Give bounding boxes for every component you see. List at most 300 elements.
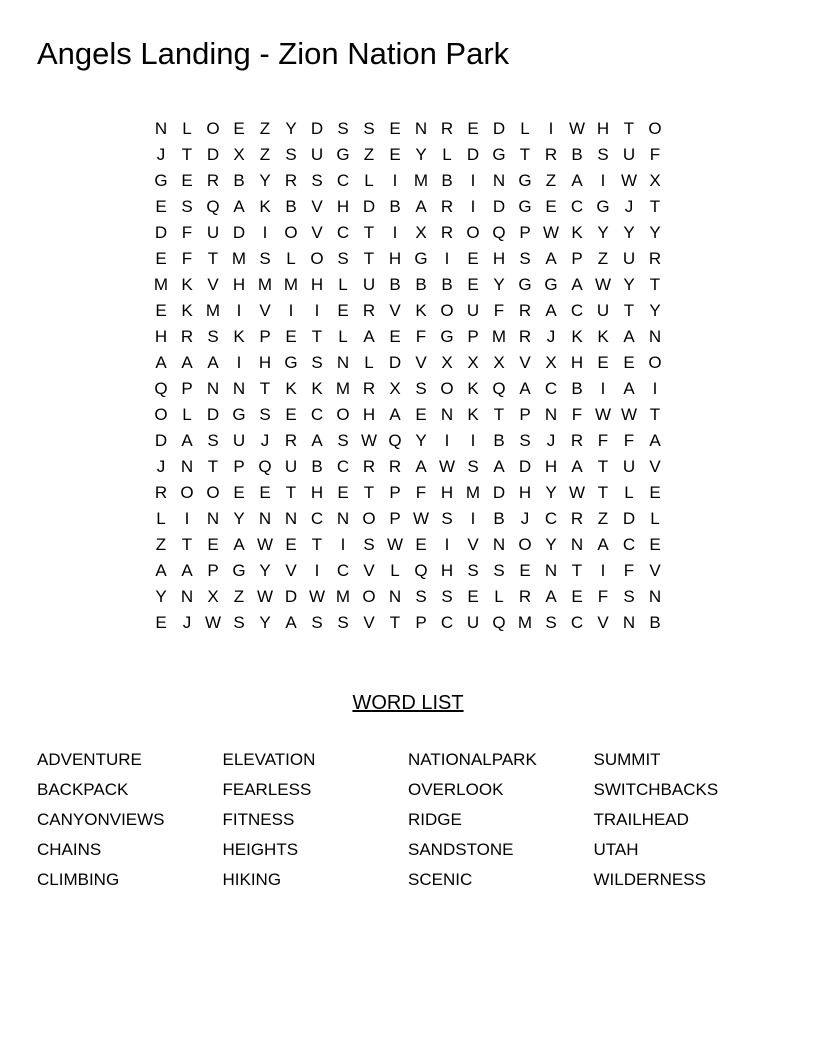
grid-letter: A <box>155 353 167 372</box>
grid-letter: C <box>310 405 324 424</box>
grid-letter: A <box>623 379 635 398</box>
grid-letter: R <box>154 483 168 502</box>
grid-letter: Z <box>545 171 557 190</box>
grid-letter: Z <box>233 587 245 606</box>
grid-letter: O <box>206 483 220 502</box>
grid-letter: G <box>518 275 532 294</box>
grid-letter: E <box>519 561 531 580</box>
grid-letter: I <box>184 509 190 528</box>
grid-letter: R <box>648 249 662 268</box>
grid-letter: O <box>440 379 454 398</box>
grid-letter: Y <box>623 223 635 242</box>
grid-letter: O <box>310 249 324 268</box>
grid-letter: S <box>337 249 349 268</box>
grid-letter: E <box>285 535 297 554</box>
grid-letter: L <box>520 119 530 138</box>
grid-letter: Z <box>259 145 271 164</box>
grid-letter: J <box>182 613 192 632</box>
grid-letter: I <box>444 535 450 554</box>
grid-letter: W <box>204 613 222 632</box>
grid-letter: Z <box>155 535 167 554</box>
grid-letter: A <box>545 587 557 606</box>
grid-row <box>148 272 668 298</box>
grid-letter: E <box>545 197 557 216</box>
grid-letter: A <box>415 197 427 216</box>
grid-letter: R <box>362 301 376 320</box>
grid-letter: Y <box>545 535 557 554</box>
grid-letter: F <box>415 327 427 346</box>
grid-letter: C <box>570 197 584 216</box>
grid-letter: N <box>570 535 584 554</box>
word-list-item: CHAINS <box>37 840 102 859</box>
word-list-item: SWITCHBACKS <box>593 780 719 799</box>
grid-letter: Z <box>363 145 375 164</box>
grid-letter: E <box>415 405 427 424</box>
grid-letter: W <box>620 405 638 424</box>
word-list-item: WILDERNESS <box>593 870 706 889</box>
word-list-item: RIDGE <box>408 810 462 829</box>
grid-letter: P <box>467 327 479 346</box>
grid-letter: P <box>233 457 245 476</box>
grid-row <box>148 116 668 142</box>
grid-row <box>148 324 668 350</box>
grid-letter: E <box>337 483 349 502</box>
grid-letter: F <box>181 223 193 242</box>
word-list-item: CANYONVIEWS <box>37 810 165 829</box>
grid-letter: Y <box>155 587 167 606</box>
grid-letter: S <box>415 587 427 606</box>
grid-letter: N <box>232 379 246 398</box>
word-list-column <box>408 745 594 895</box>
grid-letter: A <box>571 275 583 294</box>
grid-letter: B <box>441 275 453 294</box>
grid-letter: E <box>649 483 661 502</box>
grid-letter: T <box>597 457 609 476</box>
grid-letter: T <box>623 119 635 138</box>
grid-letter: A <box>493 457 505 476</box>
grid-letter: E <box>285 405 297 424</box>
grid-letter: W <box>308 587 326 606</box>
grid-letter: H <box>570 353 584 372</box>
grid-letter: S <box>285 145 297 164</box>
grid-letter: B <box>285 197 297 216</box>
grid-letter: V <box>519 353 531 372</box>
grid-letter: M <box>283 275 299 294</box>
grid-letter: I <box>470 171 476 190</box>
grid-letter: X <box>467 353 479 372</box>
grid-letter: M <box>231 249 247 268</box>
grid-letter: H <box>258 353 272 372</box>
grid-letter: K <box>571 327 583 346</box>
grid-letter: N <box>206 379 220 398</box>
grid-letter: A <box>623 327 635 346</box>
grid-letter: J <box>546 431 556 450</box>
grid-letter: Q <box>492 613 506 632</box>
grid-letter: S <box>233 613 245 632</box>
grid-letter: W <box>568 119 586 138</box>
grid-letter: Y <box>415 431 427 450</box>
grid-row <box>148 532 668 558</box>
grid-letter: S <box>311 353 323 372</box>
grid-letter: I <box>444 249 450 268</box>
grid-row <box>148 194 668 220</box>
grid-letter: U <box>466 301 480 320</box>
grid-letter: E <box>207 535 219 554</box>
word-list-item: FEARLESS <box>222 780 312 799</box>
grid-letter: H <box>440 561 454 580</box>
grid-letter: Y <box>259 561 271 580</box>
grid-letter: L <box>182 119 192 138</box>
grid-letter: N <box>336 509 350 528</box>
word-list-item: OVERLOOK <box>408 780 504 799</box>
grid-letter: T <box>181 535 193 554</box>
grid-letter: A <box>181 561 193 580</box>
grid-letter: O <box>648 119 662 138</box>
grid-letter: D <box>466 145 480 164</box>
grid-letter: U <box>310 145 324 164</box>
grid-letter: R <box>570 509 584 528</box>
grid-letter: C <box>310 509 324 528</box>
grid-letter: Y <box>649 301 661 320</box>
grid-letter: T <box>363 249 375 268</box>
grid-letter: Y <box>415 145 427 164</box>
grid-letter: V <box>311 197 323 216</box>
grid-letter: C <box>622 535 636 554</box>
grid-letter: K <box>181 301 193 320</box>
grid-letter: M <box>413 171 429 190</box>
grid-letter: V <box>363 561 375 580</box>
grid-letter: U <box>362 275 376 294</box>
grid-letter: C <box>336 561 350 580</box>
grid-letter: B <box>441 171 453 190</box>
grid-letter: N <box>544 405 558 424</box>
grid-letter: H <box>154 327 168 346</box>
grid-letter: I <box>470 431 476 450</box>
grid-letter: T <box>363 483 375 502</box>
grid-letter: U <box>232 431 246 450</box>
grid-letter: W <box>412 509 430 528</box>
grid-letter: O <box>466 223 480 242</box>
grid-letter: D <box>492 119 506 138</box>
grid-letter: O <box>180 483 194 502</box>
grid-letter: I <box>392 171 398 190</box>
grid-letter: A <box>207 353 219 372</box>
grid-letter: X <box>441 353 453 372</box>
grid-letter: A <box>571 171 583 190</box>
grid-letter: Q <box>492 223 506 242</box>
grid-letter: G <box>518 171 532 190</box>
grid-letter: V <box>389 301 401 320</box>
grid-letter: T <box>181 145 193 164</box>
grid-letter: N <box>492 171 506 190</box>
grid-letter: P <box>207 561 219 580</box>
grid-letter: L <box>390 561 400 580</box>
grid-letter: W <box>256 587 274 606</box>
grid-letter: T <box>259 379 271 398</box>
grid-letter: E <box>155 613 167 632</box>
grid-letter: L <box>182 405 192 424</box>
grid-letter: A <box>181 431 193 450</box>
grid-letter: T <box>649 405 661 424</box>
grid-letter: Y <box>597 223 609 242</box>
grid-letter: S <box>597 145 609 164</box>
grid-letter: I <box>470 509 476 528</box>
grid-letter: I <box>600 561 606 580</box>
grid-letter: B <box>571 145 583 164</box>
grid-letter: B <box>571 379 583 398</box>
grid-letter: H <box>596 119 610 138</box>
grid-letter: N <box>388 587 402 606</box>
grid-letter: E <box>155 197 167 216</box>
word-list-column <box>594 745 780 895</box>
grid-letter: T <box>571 561 583 580</box>
grid-letter: L <box>442 145 452 164</box>
word-list-item: HIKING <box>222 870 282 889</box>
grid-letter: R <box>440 197 454 216</box>
word-list <box>37 745 797 895</box>
grid-letter: M <box>205 301 221 320</box>
grid-letter: Q <box>206 197 220 216</box>
grid-letter: D <box>154 223 168 242</box>
grid-letter: T <box>207 457 219 476</box>
grid-letter: D <box>362 197 376 216</box>
grid-letter: P <box>389 509 401 528</box>
grid-letter: R <box>518 327 532 346</box>
grid-letter: P <box>259 327 271 346</box>
grid-letter: H <box>440 483 454 502</box>
word-list-column <box>37 745 223 895</box>
grid-letter: S <box>363 535 375 554</box>
grid-letter: B <box>649 613 661 632</box>
grid-letter: S <box>493 561 505 580</box>
word-list-item: FITNESS <box>222 810 295 829</box>
grid-letter: G <box>284 353 298 372</box>
grid-letter: S <box>441 587 453 606</box>
grid-letter: F <box>493 301 505 320</box>
grid-letter: E <box>467 119 479 138</box>
grid-letter: I <box>314 301 320 320</box>
grid-letter: E <box>259 483 271 502</box>
grid-letter: R <box>362 379 376 398</box>
grid-letter: F <box>623 431 635 450</box>
grid-letter: T <box>623 301 635 320</box>
grid-letter: H <box>232 275 246 294</box>
grid-letter: C <box>440 613 454 632</box>
grid-letter: A <box>519 379 531 398</box>
grid-letter: F <box>597 431 609 450</box>
grid-letter: C <box>544 379 558 398</box>
grid-letter: D <box>518 457 532 476</box>
grid-letter: I <box>652 379 658 398</box>
grid-letter: W <box>594 275 612 294</box>
grid-letter: B <box>233 171 245 190</box>
grid-letter: T <box>207 249 219 268</box>
grid-letter: L <box>338 275 348 294</box>
grid-letter: P <box>389 483 401 502</box>
grid-letter: T <box>285 483 297 502</box>
grid-letter: V <box>415 353 427 372</box>
grid-letter: O <box>440 301 454 320</box>
grid-letter: Y <box>285 119 297 138</box>
grid-letter: J <box>624 197 634 216</box>
grid-letter: K <box>467 379 479 398</box>
grid-letter: H <box>518 483 532 502</box>
grid-letter: X <box>207 587 219 606</box>
grid-letter: L <box>364 171 374 190</box>
grid-letter: S <box>311 171 323 190</box>
grid-letter: K <box>597 327 609 346</box>
grid-row <box>148 376 668 402</box>
grid-letter: I <box>548 119 554 138</box>
grid-letter: U <box>466 613 480 632</box>
grid-letter: N <box>622 613 636 632</box>
grid-letter: U <box>622 457 636 476</box>
grid-letter: G <box>414 249 428 268</box>
grid-letter: E <box>233 483 245 502</box>
grid-letter: O <box>284 223 298 242</box>
grid-row <box>148 350 668 376</box>
grid-letter: S <box>259 405 271 424</box>
grid-row <box>148 246 668 272</box>
grid-letter: G <box>232 561 246 580</box>
grid-letter: J <box>156 457 166 476</box>
grid-letter: L <box>286 249 296 268</box>
grid-letter: T <box>649 197 661 216</box>
grid-letter: B <box>493 509 505 528</box>
grid-row <box>148 558 668 584</box>
word-list-item: TRAILHEAD <box>593 810 689 829</box>
word-list-item: SANDSTONE <box>408 840 514 859</box>
grid-letter: K <box>415 301 427 320</box>
grid-letter: B <box>493 431 505 450</box>
grid-letter: W <box>360 431 378 450</box>
grid-letter: A <box>181 353 193 372</box>
grid-letter: S <box>363 119 375 138</box>
grid-letter: E <box>389 119 401 138</box>
grid-letter: S <box>441 509 453 528</box>
grid-letter: A <box>545 301 557 320</box>
grid-letter: A <box>415 457 427 476</box>
grid-letter: I <box>600 171 606 190</box>
grid-letter: C <box>570 613 584 632</box>
grid-letter: C <box>336 223 350 242</box>
grid-letter: L <box>650 509 660 528</box>
grid-letter: I <box>236 353 242 372</box>
grid-letter: C <box>570 301 584 320</box>
grid-letter: E <box>415 535 427 554</box>
grid-letter: Y <box>259 171 271 190</box>
grid-letter: W <box>568 483 586 502</box>
grid-letter: P <box>519 223 531 242</box>
grid-letter: H <box>310 275 324 294</box>
grid-letter: P <box>571 249 583 268</box>
grid-letter: R <box>284 431 298 450</box>
grid-letter: G <box>596 197 610 216</box>
grid-letter: X <box>649 171 661 190</box>
grid-letter: N <box>492 535 506 554</box>
grid-letter: C <box>336 171 350 190</box>
grid-letter: M <box>491 327 507 346</box>
grid-letter: E <box>389 145 401 164</box>
grid-letter: Q <box>154 379 168 398</box>
grid-letter: S <box>467 561 479 580</box>
word-list-item: BACKPACK <box>37 780 129 799</box>
grid-letter: K <box>285 379 297 398</box>
grid-letter: H <box>336 197 350 216</box>
grid-letter: A <box>155 561 167 580</box>
grid-letter: Z <box>597 509 609 528</box>
grid-letter: E <box>337 301 349 320</box>
grid-letter: I <box>236 301 242 320</box>
grid-letter: W <box>438 457 456 476</box>
grid-letter: T <box>311 327 323 346</box>
grid-letter: J <box>520 509 530 528</box>
grid-letter: A <box>649 431 661 450</box>
grid-letter: V <box>363 613 375 632</box>
grid-letter: B <box>311 457 323 476</box>
grid-letter: I <box>314 561 320 580</box>
grid-letter: V <box>649 561 661 580</box>
grid-row <box>148 220 668 246</box>
grid-letter: D <box>492 483 506 502</box>
grid-letter: R <box>518 587 532 606</box>
grid-letter: D <box>310 119 324 138</box>
grid-row <box>148 402 668 428</box>
word-list-heading: WORD LIST <box>352 692 464 714</box>
grid-letter: J <box>156 145 166 164</box>
grid-letter: A <box>233 535 245 554</box>
grid-letter: S <box>181 197 193 216</box>
grid-letter: M <box>465 483 481 502</box>
word-list-item: UTAH <box>593 840 639 859</box>
grid-letter: P <box>519 405 531 424</box>
grid-letter: T <box>363 223 375 242</box>
word-list-item: HEIGHTS <box>222 840 299 859</box>
grid-letter: R <box>362 457 376 476</box>
grid-letter: I <box>288 301 294 320</box>
grid-row <box>148 610 668 636</box>
grid-letter: S <box>207 431 219 450</box>
grid-letter: D <box>232 223 246 242</box>
page-title: Angels Landing - Zion Nation Park <box>37 36 510 71</box>
grid-letter: U <box>622 249 636 268</box>
grid-letter: E <box>181 171 193 190</box>
grid-letter: I <box>392 223 398 242</box>
grid-letter: Y <box>545 483 557 502</box>
grid-letter: E <box>155 301 167 320</box>
grid-letter: H <box>310 483 324 502</box>
grid-letter: H <box>492 249 506 268</box>
grid-letter: W <box>542 223 560 242</box>
grid-letter: N <box>180 457 194 476</box>
grid-letter: N <box>284 509 298 528</box>
grid-row <box>148 480 668 506</box>
grid-letter: H <box>362 405 376 424</box>
grid-letter: L <box>338 327 348 346</box>
letter-grid <box>148 116 668 636</box>
grid-letter: N <box>440 405 454 424</box>
grid-letter: U <box>622 145 636 164</box>
grid-letter: A <box>571 457 583 476</box>
grid-letter: F <box>597 587 609 606</box>
grid-letter: T <box>389 613 401 632</box>
grid-letter: W <box>256 535 274 554</box>
grid-letter: U <box>596 301 610 320</box>
grid-letter: E <box>467 249 479 268</box>
grid-letter: F <box>649 145 661 164</box>
grid-letter: A <box>311 431 323 450</box>
grid-letter: Y <box>233 509 245 528</box>
